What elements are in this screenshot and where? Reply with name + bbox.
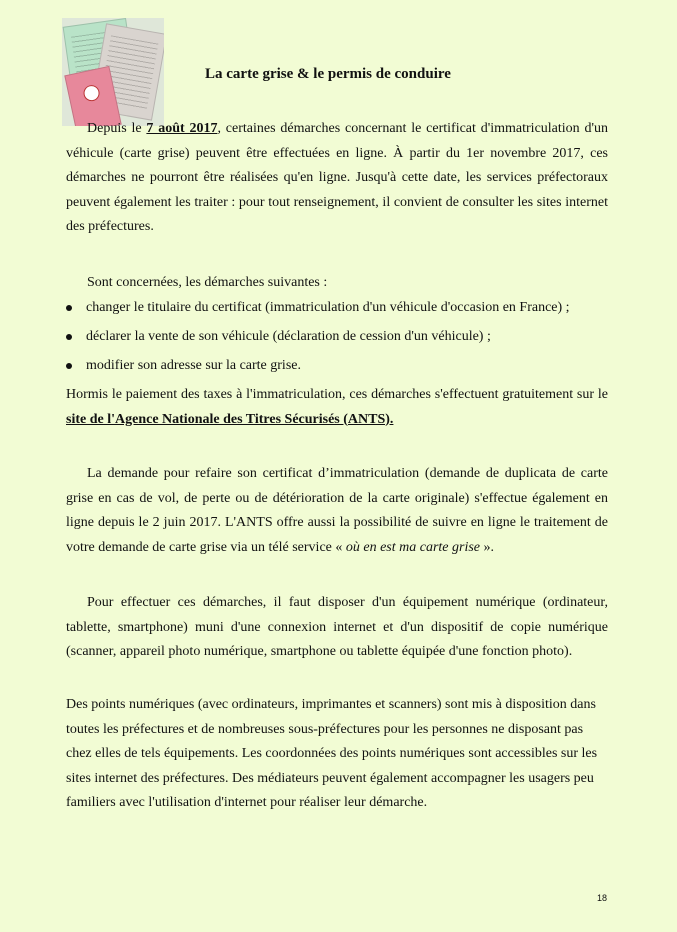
page-number: 18 xyxy=(597,893,608,903)
bullet-icon xyxy=(66,305,72,311)
procedures-list xyxy=(66,296,626,383)
list-intro: Sont concernées, les démarches suivantes : xyxy=(87,275,328,290)
list-item: changer le titulaire du certificat (immatriculation d'un véhicule d'occasion en France) ; xyxy=(66,296,626,325)
bullet-icon xyxy=(66,334,72,340)
paragraph-ants: Hormis le paiement des taxes à l'immatriculation, ces démarches s'effectuent gratuitement sur le site de l'Agence Nationale des Titres Sécurisés (ANTS). xyxy=(66,387,608,427)
paragraph-digital-points: Des points numériques (avec ordinateurs, imprimantes et scanners) sont mis à disposition dans toutes les préfectures et de nombreuses sous-préfectures pour les personnes ne disposant pas chez elles de tels équipements. Les coordonnées des points numériques sont accessibles sur les sites internet des préfectures. Des médiateurs peuvent également accompagner les usagers peu familiers avec l'utilisation d'internet pour réaliser leur démarche. xyxy=(66,697,598,810)
p1-text-start: Depuis le xyxy=(87,121,147,136)
list-item: modifier son adresse sur la carte grise. xyxy=(66,354,626,383)
paragraph-duplicata: La demande pour refaire son certificat d’immatriculation (demande de duplicata de carte grise en cas de vol, de perte ou de détérioration de la carte originale) s'effectue également en ligne depuis le 2 juin 2017. L'ANTS offre aussi la possibilité de suivre en ligne le traitement de votre demande de carte grise via un télé service « où en est ma carte grise ». xyxy=(66,466,608,555)
documents-photo xyxy=(62,18,164,126)
p1-date: 7 août 2017 xyxy=(146,121,218,136)
p1-text-end: , certaines démarches concernant le certificat d'immatriculation d'un véhicule (carte grise) peuvent être effectuées en ligne. À partir du 1er novembre 2017, ces démarches ne pourront être réalisées qu'en ligne. Jusqu'à cette date, les services préfectoraux peuvent également les traiter : pour tout renseignement, il convient de consulter les sites internet des préfectures. xyxy=(66,121,608,234)
paragraph-intro xyxy=(66,117,608,240)
teleservice-name: où en est ma carte grise xyxy=(345,539,481,555)
ants-link[interactable]: site de l'Agence Nationale des Titres Sécurisés (ANTS). xyxy=(66,411,394,427)
paragraph-equipment: Pour effectuer ces démarches, il faut disposer d'un équipement numérique (ordinateur, tablette, smartphone) muni d'une connexion internet et d'un dispositif de copie numérique (scanner, appareil photo numérique, smartphone ou tablette équipée d'une fonction photo). xyxy=(66,595,608,659)
bullet-icon xyxy=(66,363,72,369)
list-item: déclarer la vente de son véhicule (déclaration de cession d'un véhicule) ; xyxy=(66,325,626,354)
page-title: La carte grise & le permis de conduire xyxy=(205,66,451,82)
